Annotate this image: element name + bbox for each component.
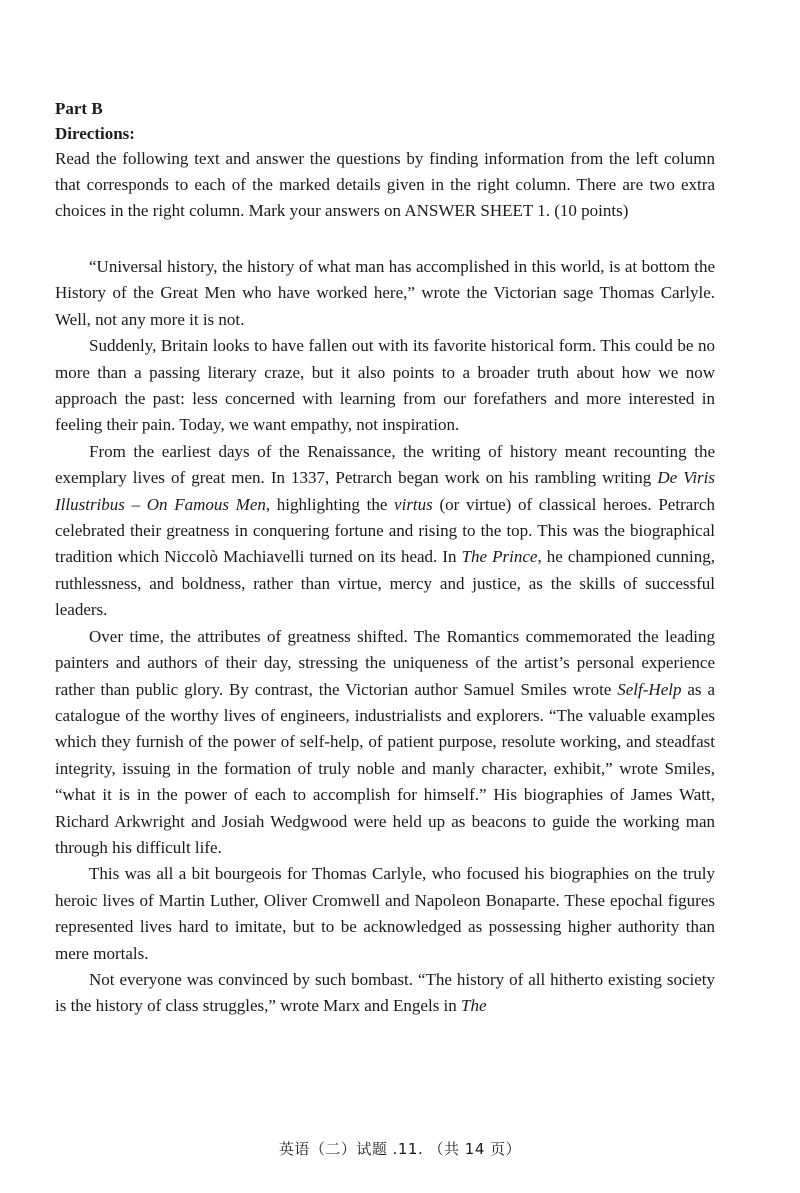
section-spacer bbox=[55, 224, 715, 254]
passage-paragraph-6 bbox=[55, 967, 715, 1020]
directions-label: Directions: bbox=[55, 124, 135, 143]
text-run: , he championed cunning, ruthlessness, and boldness, rather than virtue, mercy and justice, as the skills of successful leaders. bbox=[55, 547, 715, 620]
text-run: Over time, the attributes of greatness shifted. The Romantics commemorated the leading painters and authors of their day, stressing the uniqueness of the artist’s personal experience rather than public glory. By contrast, the Victorian author Samuel Smiles wrote bbox=[55, 626, 715, 699]
italic-book-title: The Prince bbox=[461, 547, 538, 567]
text-run: From the earliest days of the Renaissance, the writing of history meant recounting the exemplary lives of great men. In 1337, Petrarch began work on his rambling writing bbox=[55, 441, 715, 488]
text-run: as a catalogue of the worthy lives of engineers, industrialists and explorers. “The valuable examples which they furnish of the power of self-help, of patient purpose, resolute working, and steadfast integrity, issuing in the formation of truly noble and manly character, exhibit,” wrote Smiles, “what it is in the power of each to accomplish for himself.” His biographies of James Watt, Richard Arkwright and Josiah Wedgwood were held up as beacons to guide the working man through his difficult life. bbox=[55, 679, 715, 857]
page-footer: 英语（二）试题 .11. （共 14 页） bbox=[278, 1140, 522, 1158]
italic-book-title: De Viris Illustribus – On Famous Men bbox=[55, 468, 715, 514]
part-title: Part B bbox=[55, 99, 103, 118]
exam-page bbox=[55, 96, 715, 1020]
text-run: (or virtue) of classical heroes. Petrarch celebrated their greatness in conquering fortune and rising to the top. This was the biographical tradition which Niccolò Machiavelli turned on its head. In bbox=[55, 494, 715, 567]
passage-paragraph-2: Suddenly, Britain looks to have fallen out with its favorite historical form. This could be no more than a passing literary craze, but it also points to a broader truth about how we now approach the past: less concerned with learning from our forefathers and more interested in feeling their pain. Today, we want empathy, not inspiration. bbox=[55, 336, 715, 435]
italic-term: virtus bbox=[394, 494, 433, 514]
passage-paragraph-1: “Universal history, the history of what man has accomplished in this world, is at bottom the History of the Great Men who have worked here,” wrote the Victorian sage Thomas Carlyle. Well, not any more it is not. bbox=[55, 257, 715, 329]
directions-text: Read the following text and answer the questions by finding information from the left column that corresponds to each of the marked details given in the right column. There are two extra choices in the right column. Mark your answers on ANSWER SHEET 1. (10 points) bbox=[55, 149, 715, 220]
text-run: , highlighting the bbox=[265, 494, 395, 514]
passage-paragraph-3 bbox=[55, 439, 715, 624]
italic-book-title: Self-Help bbox=[617, 679, 682, 699]
passage-paragraph-4 bbox=[55, 624, 715, 862]
passage-paragraph-5: This was all a bit bourgeois for Thomas Carlyle, who focused his biographies on the truly heroic lives of Martin Luther, Oliver Cromwell and Napoleon Bonaparte. These epochal figures represented lives hard to imitate, but to be acknowledged as possessing higher authority than mere mortals. bbox=[55, 864, 715, 963]
italic-book-title: The bbox=[461, 996, 487, 1016]
text-run: Not everyone was convinced by such bombast. “The history of all hitherto existing society is the history of class struggles,” wrote Marx and Engels in bbox=[55, 969, 715, 1016]
